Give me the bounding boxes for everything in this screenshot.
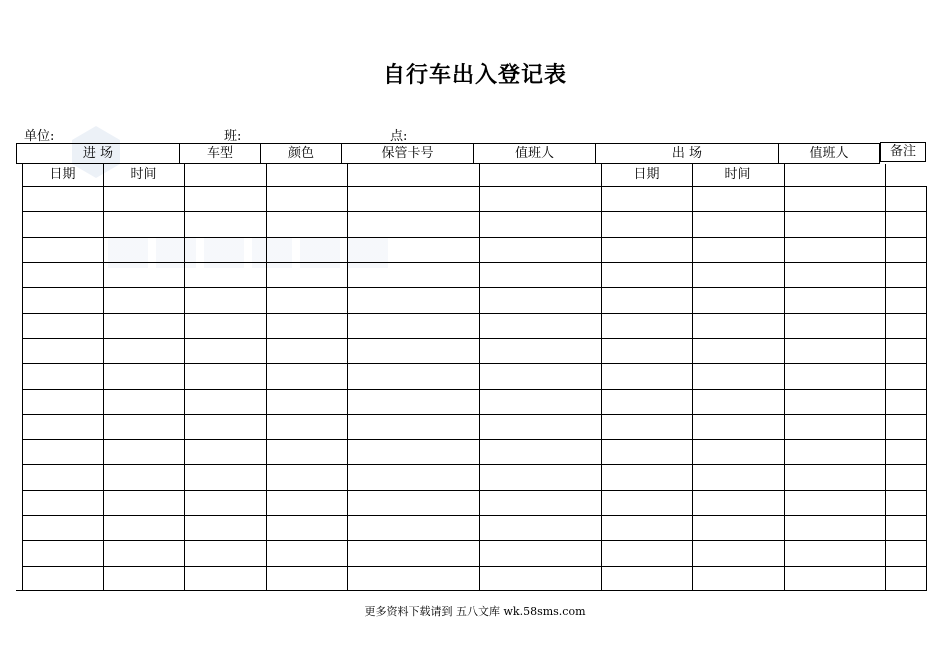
header-color: 颜色 — [261, 144, 342, 163]
header-card-number: 保管卡号 — [342, 144, 474, 163]
table-row-line — [22, 262, 927, 263]
header-duty-in: 值班人 — [474, 144, 596, 163]
table-row-line — [22, 186, 927, 187]
register-table — [22, 164, 927, 591]
table-row-line — [22, 363, 927, 364]
header-in: 进 场 — [17, 144, 180, 163]
table-column-line — [601, 164, 602, 591]
table-column-line — [266, 164, 267, 591]
header-row — [16, 143, 880, 164]
table-row-line — [22, 439, 927, 440]
table-row-line — [22, 287, 927, 288]
table-row-line — [22, 566, 927, 567]
table-row-line — [22, 515, 927, 516]
subheader-in-date: 日期 — [49, 167, 76, 182]
table-column-line — [347, 164, 348, 591]
table-row-line — [22, 211, 927, 212]
table-column-line — [103, 164, 104, 591]
header-bike-type: 车型 — [180, 144, 261, 163]
subheader-in-time: 时间 — [130, 167, 157, 182]
table-column-line — [784, 164, 785, 591]
subheader-out-date: 日期 — [633, 167, 660, 182]
edge-mark — [16, 590, 22, 591]
page-title: 自行车出入登记表 — [382, 63, 567, 88]
table-column-line — [885, 164, 886, 591]
table-row-line — [22, 414, 927, 415]
table-column-line — [22, 164, 23, 591]
header-out: 出 场 — [596, 144, 779, 163]
point-label: 点: — [390, 129, 408, 144]
unit-label: 单位: — [24, 129, 55, 144]
shift-label: 班: — [224, 129, 242, 144]
table-column-line — [184, 164, 185, 591]
table-row-line — [22, 464, 927, 465]
footer-note: 更多资料下载请到 五八文库 wk.58sms.com — [364, 605, 586, 618]
table-row-line — [22, 338, 927, 339]
table-column-line — [479, 164, 480, 591]
table-row-line — [22, 237, 927, 238]
table-row-line — [22, 313, 927, 314]
subheader-out-time: 时间 — [724, 167, 751, 182]
table-column-line — [692, 164, 693, 591]
header-remark: 备注 — [880, 142, 926, 162]
header-duty-out: 值班人 — [809, 146, 849, 161]
table-row-line — [22, 590, 927, 591]
table-row-line — [22, 490, 927, 491]
table-row-line — [22, 389, 927, 390]
table-row-line — [22, 540, 927, 541]
